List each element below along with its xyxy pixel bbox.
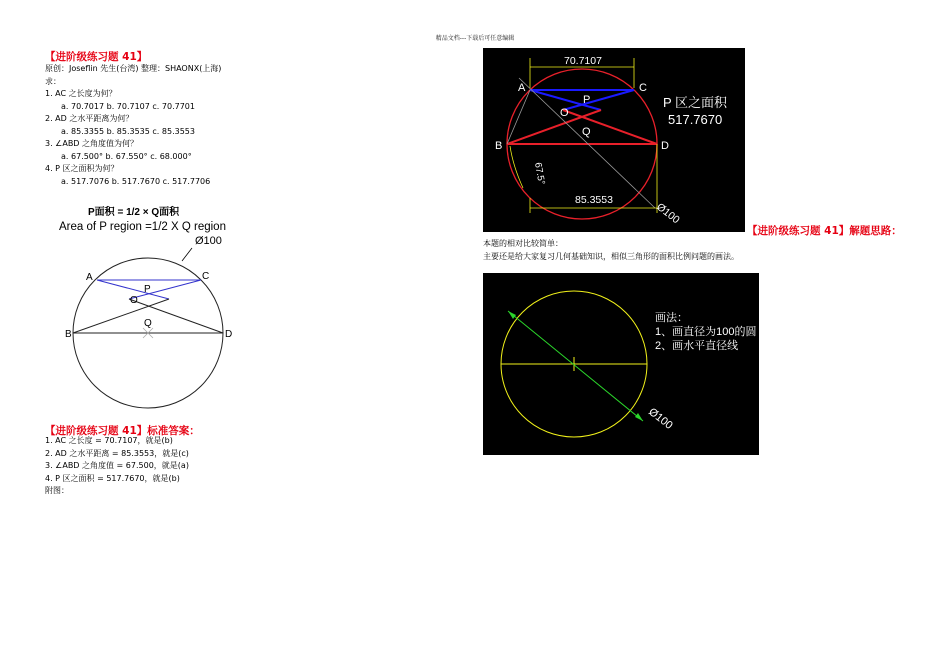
attachment-label: 附图： [45, 486, 69, 495]
question-4: 4. P 区之面积为何？ [45, 164, 119, 173]
answer-3: 3. ∠ABD 之角度值 = 67.500，就是(a) [45, 461, 189, 470]
method-step-2: 2、画水平直径线 [655, 340, 739, 352]
options-3: a. 67.500° b. 67.550° c. 68.000° [61, 151, 192, 161]
line-b-p [73, 299, 169, 333]
formula-en: Area of P region =1/2 X Q region [59, 221, 226, 233]
label-o: O [130, 295, 138, 306]
options-1: a. 70.7017 b. 70.7107 c. 70.7701 [61, 101, 195, 111]
question-block [45, 63, 221, 188]
solution-idea-title: 【进阶级练习题 41】解题思路： [747, 225, 902, 237]
label-d: D [225, 329, 233, 340]
dim-arrow-start [508, 311, 516, 319]
dim-ad-value: 85.3553 [575, 194, 613, 206]
label-p: P [144, 284, 151, 295]
options-2: a. 85.3355 b. 85.3535 c. 85.3553 [61, 126, 195, 136]
label-c: C [202, 271, 210, 282]
line-d-p [563, 110, 657, 144]
cad-drawing-solution [483, 48, 745, 232]
line-c-p [129, 280, 201, 299]
answer-2: 2. AD 之水平距离 = 85.3553，就是(c) [45, 448, 189, 458]
answer-block [45, 435, 189, 498]
dim-ac-value: 70.7107 [564, 55, 602, 67]
formula-cn: P面积 = 1/2 × Q面积 [88, 207, 180, 218]
label-d: D [661, 140, 669, 152]
label-c: C [639, 82, 647, 94]
ask-label: 求： [45, 76, 61, 86]
angle-value: 67.5° [532, 161, 547, 186]
cad-drawing-method [483, 273, 759, 455]
page-header: 精品文档---下载后可任意编辑 [435, 35, 515, 42]
label-a: A [518, 82, 526, 94]
idea-line-2: 主要还是给大家复习几何基础知识，相似三角形的面积比例问题的画法。 [483, 251, 739, 261]
idea-line-1: 本题的相对比较简单： [483, 239, 563, 248]
answer-4: 4. P 区之面积 = 517.7670，就是(b) [45, 473, 180, 483]
options-4: a. 517.7076 b. 517.7670 c. 517.7706 [61, 176, 211, 186]
label-a: A [86, 272, 93, 283]
label-p: P [583, 94, 591, 106]
diameter-label: Ø100 [646, 405, 675, 432]
credit-line: 原创：Joseflin 先生(台湾) 整理：SHAONX(上海) [45, 64, 222, 73]
exercise-title: 【进阶级练习题 41】 [45, 51, 148, 63]
dim-arrow-end [635, 413, 643, 421]
label-q: Q [582, 126, 591, 138]
diameter-label: Ø100 [195, 235, 222, 247]
line-c-p [563, 90, 634, 110]
geometry-figure [55, 203, 255, 413]
answer-title: 【进阶级练习题 41】标准答案： [45, 425, 200, 437]
method-step-1: 1、画直径为100的圆 [655, 326, 757, 338]
idea-block [483, 238, 739, 263]
question-3: 3. ∠ABD 之角度值为何？ [45, 139, 139, 148]
question-2: 2. AD 之水平距离为何？ [45, 114, 134, 123]
label-o: O [560, 107, 569, 119]
label-b: B [65, 329, 72, 340]
answer-1: 1. AC 之长度 = 70.7107，就是(b) [45, 436, 173, 445]
method-title: 画法： [655, 312, 688, 324]
label-b: B [495, 140, 503, 152]
label-q: Q [144, 318, 152, 329]
p-area-value: 517.7670 [668, 112, 723, 127]
diameter-dim-line [508, 311, 643, 421]
question-1: 1. AC 之长度为何？ [45, 89, 117, 98]
diameter-leader [182, 248, 192, 261]
p-area-label: P 区之面积 [663, 95, 728, 110]
diameter-label: Ø100 [654, 200, 682, 227]
